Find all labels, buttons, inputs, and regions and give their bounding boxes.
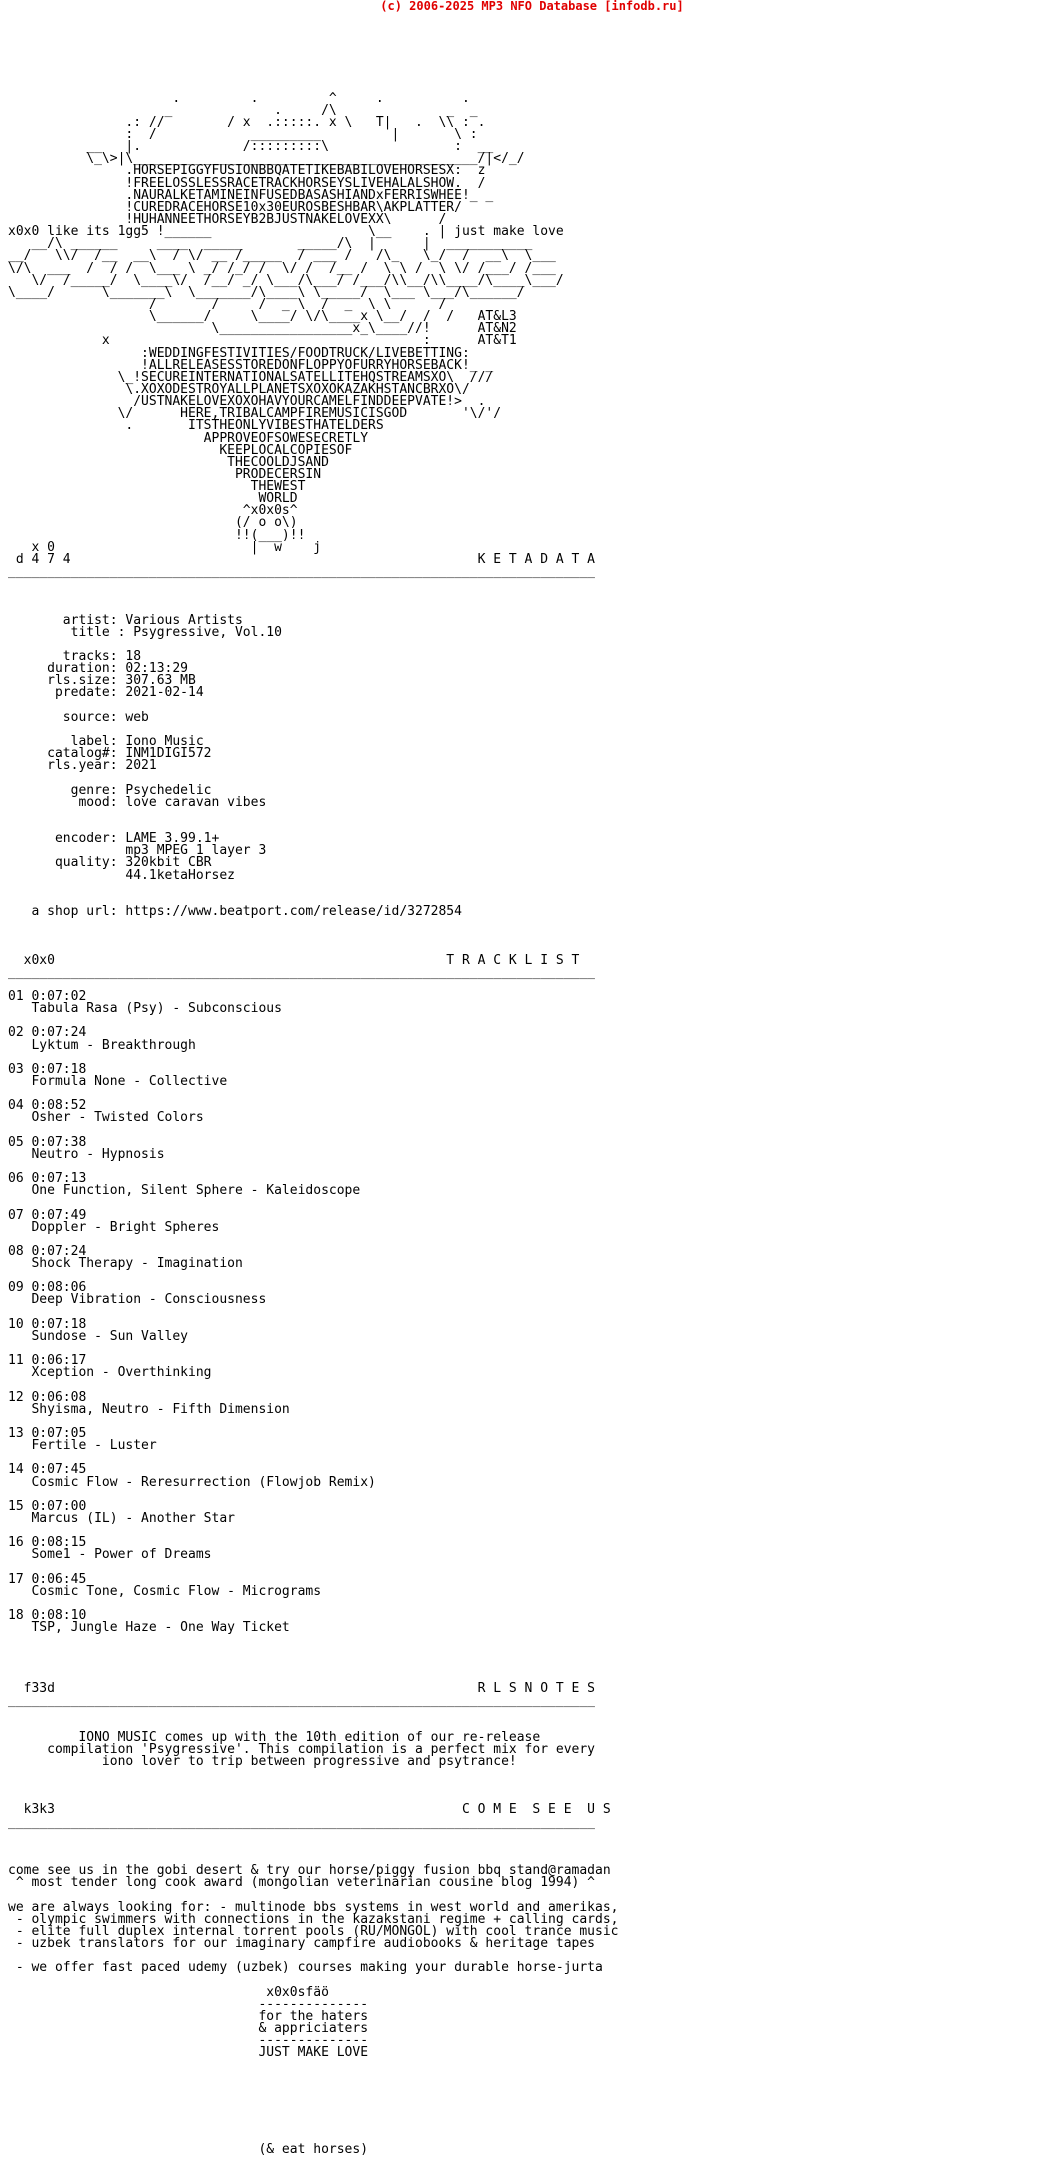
nfo-line: . ITSTHEONLYVIBESTHATELDERS bbox=[8, 418, 384, 434]
nfo-line: quality: 320kbit CBR bbox=[8, 855, 212, 871]
nfo-line: Cosmic Tone, Cosmic Flow - Micrograms bbox=[8, 1583, 322, 1599]
nfo-line: -------------- bbox=[8, 2033, 369, 2049]
nfo-line bbox=[8, 918, 618, 930]
nfo-line: \/ /_____/ \____\/ /__/ _/ \___/\___/ /___/\\__/\\____/\____\___/ bbox=[8, 272, 564, 288]
nfo-line: 11 0:06:17 bbox=[8, 1353, 87, 1369]
nfo-line bbox=[8, 1125, 618, 1137]
nfo-line: Marcus (IL) - Another Star bbox=[8, 1511, 235, 1527]
nfo-line: !!(___)!! bbox=[8, 527, 306, 543]
nfo-line: duration: 02:13:29 bbox=[8, 661, 189, 677]
nfo-line: - we offer fast paced udemy (uzbek) courses making your durable horse-jurta bbox=[8, 1960, 603, 1976]
nfo-line: Tabula Rasa (Psy) - Subconscious bbox=[8, 1001, 282, 1017]
nfo-line: iono lover to trip between progressive and psytrance! bbox=[8, 1753, 517, 1769]
nfo-line bbox=[8, 68, 618, 80]
nfo-line: mp3 MPEG 1 layer 3 bbox=[8, 843, 267, 859]
nfo-line: x : AT&T1 bbox=[8, 333, 517, 349]
nfo-line bbox=[8, 1088, 618, 1100]
nfo-line: __ |. /:::::::::\ : __ bbox=[8, 139, 494, 155]
nfo-line: genre: Psychedelic bbox=[8, 782, 212, 798]
nfo-line bbox=[8, 1489, 618, 1501]
nfo-line: title : Psygressive, Vol.10 bbox=[8, 624, 282, 640]
nfo-line: rls.year: 2021 bbox=[8, 758, 157, 774]
nfo-line: 14 0:07:45 bbox=[8, 1462, 87, 1478]
nfo-line: d 4 7 4 K E T A D A T A bbox=[8, 551, 595, 567]
nfo-line bbox=[8, 1379, 618, 1391]
nfo-line: \____/ \_______\ \_______/\____\ \_____/ \___ \___/\______/ bbox=[8, 284, 525, 300]
nfo-line bbox=[8, 1841, 618, 1853]
nfo-line: 17 0:06:45 bbox=[8, 1571, 87, 1587]
nfo-line: One Function, Silent Sphere - Kaleidoscope bbox=[8, 1183, 361, 1199]
nfo-line: Fertile - Luster bbox=[8, 1438, 157, 1454]
nfo-line: / / / _ \ / _ \ \ / bbox=[8, 296, 447, 312]
nfo-line bbox=[8, 809, 618, 821]
nfo-line bbox=[8, 2071, 618, 2083]
nfo-line bbox=[8, 930, 618, 942]
nfo-line: 02 0:07:24 bbox=[8, 1025, 87, 1041]
nfo-line: 15 0:07:00 bbox=[8, 1498, 87, 1514]
nfo-line bbox=[8, 1562, 618, 1574]
nfo-line: ___________________________________________________________________________ bbox=[8, 1814, 595, 1830]
nfo-line: 16 0:08:15 bbox=[8, 1535, 87, 1551]
nfo-line: predate: 2021-02-14 bbox=[8, 685, 204, 701]
nfo-line: 44.1ketaHorsez bbox=[8, 867, 235, 883]
nfo-line: Neutro - Hypnosis bbox=[8, 1146, 165, 1162]
nfo-line: !FREELOSSLESSRACETRACKHORSEYSLIVEHALALSHOW. / bbox=[8, 175, 486, 191]
nfo-line bbox=[8, 1598, 618, 1610]
nfo-line: Xception - Overthinking bbox=[8, 1365, 212, 1381]
nfo-line: artist: Various Artists bbox=[8, 612, 243, 628]
nfo-line: & appriciaters bbox=[8, 2020, 369, 2036]
nfo-line: Deep Vibration - Consciousness bbox=[8, 1292, 267, 1308]
nfo-line: IONO MUSIC comes up with the 10th edition of our re-release bbox=[8, 1729, 541, 1745]
nfo-line: \_________________x_\____//! AT&N2 bbox=[8, 321, 517, 337]
nfo-line: label: Iono Music bbox=[8, 734, 204, 750]
nfo-line bbox=[8, 1343, 618, 1355]
nfo-line: APPROVEOFSOWESECRETLY bbox=[8, 430, 369, 446]
nfo-line: Cosmic Flow - Reresurrection (Flowjob Remix) bbox=[8, 1474, 376, 1490]
nfo-line bbox=[8, 979, 618, 991]
nfo-line: - olympic swimmers with connections in the kazakstani regime + calling cards, bbox=[8, 1911, 619, 1927]
nfo-line: /USTNAKELOVEXOXOHAVYOURCAMELFINDDEEPVATE!> . bbox=[8, 394, 486, 410]
nfo-line: mood: love caravan vibes bbox=[8, 794, 267, 810]
nfo-document bbox=[8, 44, 618, 2156]
nfo-line: 12 0:06:08 bbox=[8, 1389, 87, 1405]
nfo-line: __/ \\/ /__ __\ / \/ __ /_____ / ___ / /\_ \_/ / __\ \___ bbox=[8, 248, 556, 264]
nfo-line: ___________________________________________________________________________ bbox=[8, 964, 595, 980]
nfo-line bbox=[8, 2120, 618, 2132]
nfo-line: Lyktum - Breakthrough bbox=[8, 1037, 196, 1053]
nfo-line bbox=[8, 1768, 618, 1780]
nfo-line: a shop url: https://www.beatport.com/release/id/3272854 bbox=[8, 903, 462, 919]
nfo-line: f33d R L S N O T E S bbox=[8, 1680, 595, 1696]
nfo-line: \.XOXODESTROYALLPLANETSXOXOKAZAKHSTANCBRXO\/ bbox=[8, 381, 470, 397]
site-banner: (c) 2006-2025 MP3 NFO Database [infodb.ru] bbox=[380, 0, 684, 13]
nfo-line: 07 0:07:49 bbox=[8, 1207, 87, 1223]
nfo-line: tracks: 18 bbox=[8, 649, 142, 665]
nfo-line bbox=[8, 1307, 618, 1319]
nfo-line: THEWEST bbox=[8, 479, 306, 495]
nfo-line bbox=[8, 1234, 618, 1246]
nfo-line: Sundose - Sun Valley bbox=[8, 1328, 189, 1344]
nfo-line: KEEPLOCALCOPIESOF bbox=[8, 442, 353, 458]
nfo-line bbox=[8, 1452, 618, 1464]
nfo-line: compilation 'Psygressive'. This compilation is a perfect mix for every bbox=[8, 1741, 595, 1757]
nfo-line: 03 0:07:18 bbox=[8, 1061, 87, 1077]
nfo-line: come see us in the gobi desert & try our horse/piggy fusion bbq stand@ramadan bbox=[8, 1863, 611, 1879]
nfo-line: !ALLRELEASESSTOREDONFLOPPYOFURRYHORSEBACK!_ _ bbox=[8, 357, 494, 373]
nfo-line: \_!SECUREINTERNATIONALSATELLITEHQSTREAMSXO\ /// bbox=[8, 369, 494, 385]
nfo-line: 04 0:08:52 bbox=[8, 1098, 87, 1114]
nfo-line: PRODECERSIN bbox=[8, 466, 322, 482]
nfo-line bbox=[8, 2108, 618, 2120]
nfo-line bbox=[8, 2096, 618, 2108]
nfo-line: rls.size: 307.63 MB bbox=[8, 673, 196, 689]
nfo-line: 09 0:08:06 bbox=[8, 1280, 87, 1296]
nfo-line bbox=[8, 578, 618, 590]
nfo-line: . . ^ . . bbox=[8, 90, 470, 106]
nfo-line bbox=[8, 1015, 618, 1027]
nfo-line bbox=[8, 1161, 618, 1173]
nfo-line: 01 0:07:02 bbox=[8, 988, 87, 1004]
nfo-line: __/\ ______ ____ _____ _____/\ | | ___________ bbox=[8, 236, 533, 252]
nfo-line bbox=[8, 1647, 618, 1659]
nfo-line: 05 0:07:38 bbox=[8, 1134, 87, 1150]
nfo-line: encoder: LAME 3.99.1+ bbox=[8, 831, 220, 847]
nfo-line: x0x0sfäö bbox=[8, 1984, 329, 2000]
nfo-line: x0x0 T R A C K L I S T bbox=[8, 952, 580, 968]
nfo-line: k3k3 C O M E S E E U S bbox=[8, 1802, 611, 1818]
nfo-line bbox=[8, 1780, 618, 1792]
nfo-line: \/\ ___ / / / \___ \ _/ /_/ / \/ / /__ / \ \ / \ \/ /___/ /___ bbox=[8, 260, 556, 276]
nfo-line: : / _________ | \ : bbox=[8, 126, 478, 142]
nfo-line: Shyisma, Neutro - Fifth Dimension bbox=[8, 1401, 290, 1417]
nfo-line bbox=[8, 2059, 618, 2071]
nfo-line bbox=[8, 1659, 618, 1671]
nfo-line: WORLD bbox=[8, 491, 298, 507]
nfo-line: 06 0:07:13 bbox=[8, 1171, 87, 1187]
nfo-line: _ . /\ _ _ bbox=[8, 102, 478, 118]
nfo-line: Shock Therapy - Imagination bbox=[8, 1256, 243, 1272]
nfo-line bbox=[8, 1270, 618, 1282]
nfo-line: x 0 | w j bbox=[8, 539, 322, 555]
nfo-line: !HUHANNEETHORSEYB2BJUSTNAKELOVEXX\ / bbox=[8, 211, 447, 227]
nfo-line: source: web bbox=[8, 709, 149, 725]
nfo-line: - uzbek translators for our imaginary campfire audiobooks & heritage tapes bbox=[8, 1935, 595, 1951]
nfo-line bbox=[8, 56, 618, 68]
nfo-line: Doppler - Bright Spheres bbox=[8, 1219, 220, 1235]
nfo-line: .: // / x .:::::. x \ T| . \\ : . bbox=[8, 114, 486, 130]
nfo-line: \______/ \____/ \/\____x \__/ / / AT&L3 bbox=[8, 309, 517, 325]
nfo-line bbox=[8, 2084, 618, 2096]
nfo-line: TSP, Jungle Haze - One Way Ticket bbox=[8, 1620, 290, 1636]
nfo-line: (/ o o\) bbox=[8, 515, 298, 531]
nfo-line: !CUREDRACEHORSE10x30EUROSBESHBAR\AKPLATTER/ bbox=[8, 199, 462, 215]
nfo-line: Formula None - Collective bbox=[8, 1073, 228, 1089]
nfo-line: 08 0:07:24 bbox=[8, 1243, 87, 1259]
nfo-line bbox=[8, 1416, 618, 1428]
nfo-line: .NAURALKETAMINEINFUSEDBASASHIANDxFERRISWHEE!_ _ bbox=[8, 187, 494, 203]
nfo-line bbox=[8, 1197, 618, 1209]
nfo-line bbox=[8, 1052, 618, 1064]
nfo-line: ___________________________________________________________________________ bbox=[8, 1693, 595, 1709]
nfo-line: 13 0:07:05 bbox=[8, 1426, 87, 1442]
nfo-line: 10 0:07:18 bbox=[8, 1316, 87, 1332]
nfo-line: THECOOLDJSAND bbox=[8, 454, 329, 470]
nfo-line bbox=[8, 1525, 618, 1537]
nfo-line: x0x0 like its 1gg5 !______ \__ . | just make love bbox=[8, 224, 564, 240]
nfo-line: - elite full duplex internal torrent pools (RU/MONGOL) with cool trance music bbox=[8, 1923, 619, 1939]
nfo-line: (& eat horses) bbox=[8, 2142, 369, 2158]
nfo-line bbox=[8, 590, 618, 602]
nfo-line bbox=[8, 44, 618, 56]
nfo-line: we are always looking for: - multinode bbs systems in west world and amerikas, bbox=[8, 1899, 619, 1915]
nfo-line: .HORSEPIGGYFUSIONBBQATETIKEBABILOVEHORSESX: z bbox=[8, 163, 486, 179]
nfo-line: Some1 - Power of Dreams bbox=[8, 1547, 212, 1563]
nfo-line bbox=[8, 1707, 618, 1719]
nfo-line: \_\>|\____________________________________________/|</_/ bbox=[8, 151, 525, 167]
nfo-line bbox=[8, 1829, 618, 1841]
nfo-line: Osher - Twisted Colors bbox=[8, 1110, 204, 1126]
nfo-line: 18 0:08:10 bbox=[8, 1608, 87, 1624]
nfo-line: for the haters bbox=[8, 2008, 369, 2024]
nfo-line: ___________________________________________________________________________ bbox=[8, 564, 595, 580]
nfo-line: -------------- bbox=[8, 1996, 369, 2012]
nfo-line: ^ most tender long cook award (mongolian veterinarian cousine blog 1994) ^ bbox=[8, 1875, 595, 1891]
nfo-line: \/ HERE,TRIBALCAMPFIREMUSICISGOD '\/'/ bbox=[8, 406, 502, 422]
nfo-line: ^x0x0s^ bbox=[8, 503, 298, 519]
nfo-line bbox=[8, 1634, 618, 1646]
nfo-line: :WEDDINGFESTIVITIES/FOODTRUCK/LIVEBETTING: bbox=[8, 345, 470, 361]
nfo-line: catalog#: INM1DIGI572 bbox=[8, 746, 212, 762]
nfo-line bbox=[8, 882, 618, 894]
nfo-line: JUST MAKE LOVE bbox=[8, 2045, 369, 2061]
